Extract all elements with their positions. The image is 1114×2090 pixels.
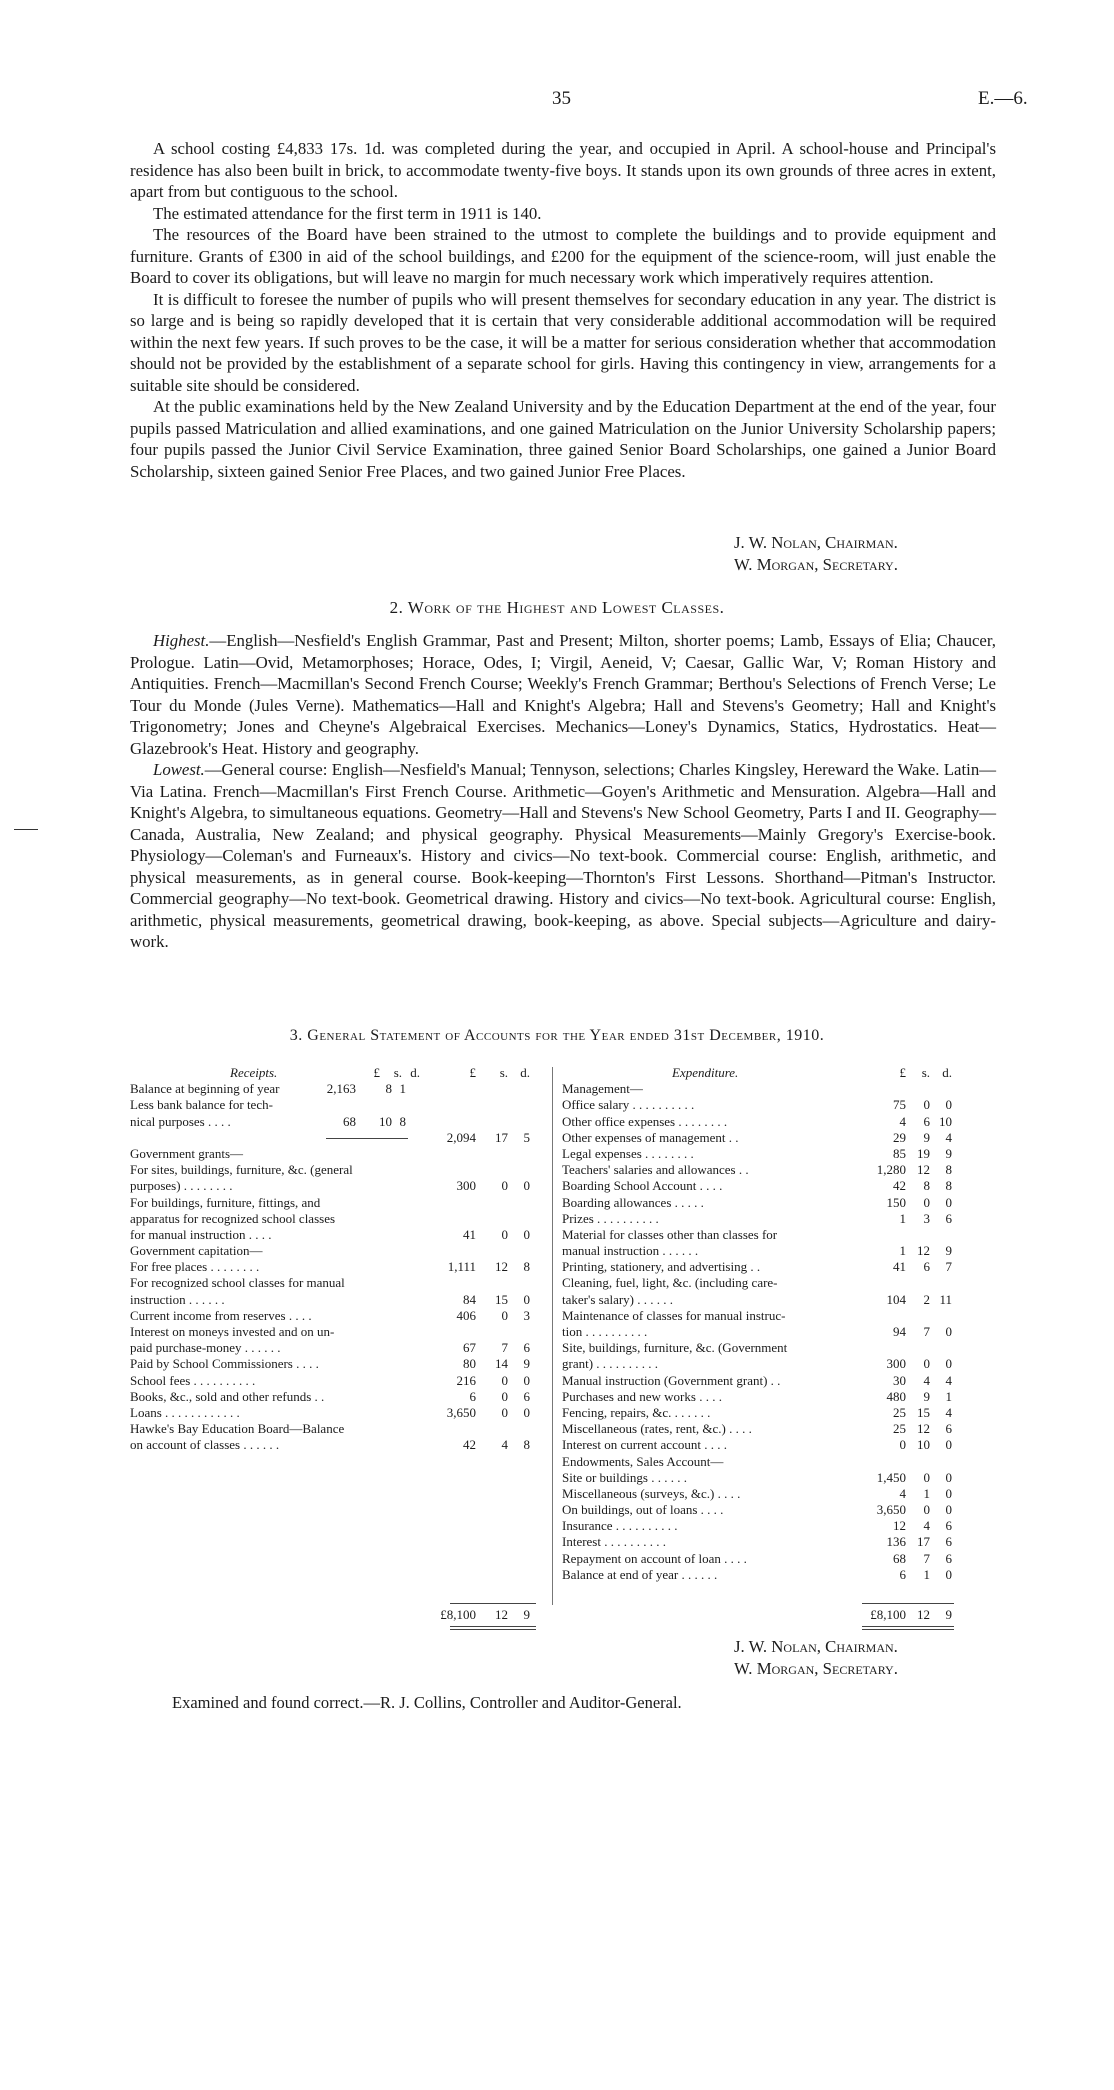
expenditure-row	[562, 1211, 996, 1227]
expenditure-amount: 19	[917, 1145, 930, 1161]
paragraph: The resources of the Board have been strained to the utmost to complete the buildings and to provide equipment and furniture. Grants of £300 in aid of the school buildings, and £200 for the equipment of the science-room, will just enable the Board to cover its obligations, but will leave no margin for much necessary work which imperatively requires attention.	[130, 225, 996, 287]
receipts-amount: 8	[523, 1259, 530, 1275]
col-head: s.	[393, 1065, 402, 1080]
receipts-row	[130, 1308, 550, 1324]
expenditure-amount: 0	[945, 1356, 952, 1372]
auditor-note: Examined and found correct.—R. J. Collins, Controller and Auditor-General.	[172, 1693, 682, 1712]
expenditure-amount: 1	[945, 1388, 952, 1404]
expenditure-amount: 8	[923, 1178, 930, 1194]
receipts-row	[130, 1114, 550, 1130]
total-rule	[450, 1603, 536, 1604]
receipts-amount: 12	[495, 1259, 508, 1275]
receipts-row	[130, 1211, 550, 1227]
expenditure-row	[562, 1454, 996, 1470]
expenditure-row	[562, 1081, 996, 1097]
expenditure-amount: 0	[899, 1437, 906, 1453]
expenditure-row	[562, 1340, 996, 1356]
expenditure-amount: 94	[893, 1324, 906, 1339]
receipts-row	[130, 1356, 550, 1372]
expenditure-row	[562, 1259, 996, 1275]
expenditure-total-row	[562, 1607, 996, 1623]
receipts-amount: 0	[523, 1291, 530, 1307]
expenditure-amount: 0	[945, 1485, 952, 1501]
expenditure-row	[562, 1502, 996, 1518]
expenditure-label: Purchases and new works . . . .	[562, 1388, 722, 1404]
receipts-row	[130, 1324, 550, 1340]
total-pounds: £8,100	[440, 1607, 476, 1622]
expenditure-amount: 4	[945, 1372, 952, 1388]
expenditure-amount: 30	[893, 1372, 906, 1388]
receipts-row	[130, 1097, 550, 1113]
expenditure-amount: 8	[945, 1162, 952, 1178]
expenditure-label: Printing, stationery, and advertising . .	[562, 1259, 761, 1275]
expenditure-amount: 41	[893, 1259, 906, 1275]
expenditure-amount: 0	[945, 1566, 952, 1582]
receipts-sub-amount: 8	[399, 1113, 406, 1129]
receipts-label: Books, &c., sold and other refunds . .	[130, 1388, 325, 1404]
receipts-row	[130, 1292, 550, 1308]
receipts-sub-amount: 1	[399, 1081, 406, 1097]
total-double-rule	[450, 1626, 536, 1627]
expenditure-amount: 3,650	[876, 1502, 906, 1518]
accounts-heading: 3. General Statement of Accounts for the Year ended 31st December, 1910.	[289, 1027, 825, 1044]
expenditure-amount: 0	[923, 1469, 930, 1485]
expenditure-label: Management—	[562, 1081, 643, 1097]
receipts-amount: 0	[523, 1226, 530, 1242]
receipts-amount: 0	[501, 1226, 508, 1242]
expenditure-amount: 1	[899, 1243, 906, 1259]
receipts-row	[130, 1243, 550, 1259]
col-head: £	[373, 1065, 380, 1080]
expenditure-label: Teachers' salaries and allowances . .	[562, 1162, 749, 1178]
receipts-row	[130, 1146, 550, 1162]
expenditure-label: Other office expenses . . . . . . . .	[562, 1113, 728, 1129]
expenditure-row	[562, 1275, 996, 1291]
expenditure-amount: 7	[923, 1324, 930, 1339]
total-double-rule	[862, 1626, 954, 1627]
receipts-label: Paid by School Commissioners . . . .	[130, 1356, 319, 1372]
receipts-label: Interest on moneys invested and on un-	[130, 1324, 335, 1339]
secretary-signature: W. Morgan, Secretary.	[734, 554, 898, 574]
expenditure-amount: 1	[899, 1210, 906, 1226]
expenditure-amount: 480	[886, 1388, 906, 1404]
expenditure-label: On buildings, out of loans . . . .	[562, 1502, 724, 1518]
expenditure-amount: 9	[923, 1388, 930, 1404]
expenditure-label: Repayment on account of loan . . . .	[562, 1550, 747, 1566]
total-pence: 9	[523, 1607, 530, 1622]
receipts-label: Hawke's Bay Education Board—Balance	[130, 1421, 345, 1437]
expenditure-amount: 6	[945, 1534, 952, 1550]
receipts-label: instruction . . . . . .	[130, 1291, 225, 1307]
expenditure-row	[562, 1162, 996, 1178]
highest-text: —English—Nesfield's English Grammar, Past and Present; Milton, shorter poems; Lamb, Essays of Elia; Chaucer, Prologue. Latin—Ovid, Metamorphoses; Horace, Odes, I; Virgil, Aeneid, V; Caesar, Gallic War, V; Roman History and Antiquities. French—Macmillan's Second French Course; Weekly's French Grammar; Berthou's Selections of French Verse; Le Tour du Monde (Jules Verne). Mathematics—Hall and Knight's Algebra; Hall and Stevens's Geometry; Hall and Knight's Trigonometry; Jones and Cheyne's Algebraical Exercises. Mechanics—Loney's Dynamics, Statics, Hydrostatics. Heat—Glazebrook's Heat. History and geography.	[130, 631, 996, 758]
expenditure-label: Manual instruction (Government grant) . .	[562, 1372, 781, 1388]
receipts-amount: 216	[456, 1372, 476, 1388]
receipts-label: For recognized school classes for manual	[130, 1275, 345, 1291]
expenditure-row	[562, 1534, 996, 1550]
expenditure-row	[562, 1437, 996, 1453]
receipts-amount: 8	[523, 1437, 530, 1453]
expenditure-amount: 7	[945, 1259, 952, 1275]
receipts-sub-amount: 68	[343, 1113, 356, 1129]
receipts-label: For sites, buildings, furniture, &c. (general	[130, 1162, 353, 1178]
expenditure-amount: 0	[945, 1469, 952, 1485]
highest-paragraph	[130, 630, 996, 759]
receipts-amount: 0	[501, 1372, 508, 1388]
receipts-amount: 0	[501, 1178, 508, 1194]
receipts-amount: 0	[501, 1404, 508, 1420]
highest-label: Highest.	[153, 631, 210, 650]
lowest-label: Lowest.	[153, 760, 205, 779]
receipts-header: Receipts.	[230, 1065, 278, 1080]
expenditure-label: Insurance . . . . . . . . . .	[562, 1518, 678, 1534]
receipts-amount: 42	[463, 1437, 476, 1453]
expenditure-amount: 104	[886, 1291, 906, 1307]
receipts-amount: 406	[456, 1307, 476, 1323]
expenditure-row	[562, 1292, 996, 1308]
chairman-signature: J. W. Nolan, Chairman.	[734, 1637, 898, 1656]
receipts-row	[130, 1227, 550, 1243]
receipts-row	[130, 1340, 550, 1356]
expenditure-label: Office salary . . . . . . . . . .	[562, 1097, 695, 1113]
page-number: 35	[552, 88, 571, 109]
lowest-text: —General course: English—Nesfield's Manual; Tennyson, selections; Charles Kingsley, Hereward the Wake. Latin—Via Latina. French—Macmillan's First French Course. Arithmetic—Goyen's Arithmetic and Mensuration. Algebra—Hall and Knight's Algebra, to simultaneous equations. Geometry—Hall and Stevens's New School Geometry, Parts I and II. Geography—Canada, Australia, New Zealand; and physical geography. Physical Measurements—Mainly Gregory's Exercise-book. Physiology—Coleman's and Furneaux's. History and civics—No text-book. Commercial course: English, arithmetic, and physical measurements, as in general course. Book-keeping—Thornton's First Lessons. Shorthand—Pitman's Instructor. Commercial geography—No text-book. Geometrical drawing. History and civics—No text-book. Agricultural course: English, arithmetic, physical measurements, geometrical drawing, book-keeping, as above. Special subjects—Agriculture and dairy-work.	[130, 760, 996, 951]
expenditure-label: Balance at end of year . . . . . .	[562, 1566, 718, 1582]
receipts-column	[130, 1065, 550, 1454]
expenditure-amount: 12	[893, 1518, 906, 1534]
expenditure-amount: 6	[923, 1113, 930, 1129]
receipts-row	[130, 1259, 550, 1275]
paragraph: It is difficult to foresee the number of pupils who will present themselves for secondary education in any year. The district is so large and is being so rapidly developed that it is certain that very considerable additional accommodation will be required within the next few years. If such proves to be the case, it will be a matter for serious consideration whether that accommodation should not be provided by the establishment of a separate school for girls. Having this contingency in view, arrangements for a suitable site should be considered.	[130, 289, 996, 395]
expenditure-row	[562, 1405, 996, 1421]
expenditure-amount: 0	[945, 1324, 952, 1339]
receipts-amount: 17	[495, 1129, 508, 1145]
receipts-label: For buildings, furniture, fittings, and	[130, 1194, 321, 1210]
expenditure-amount: 0	[923, 1194, 930, 1210]
expenditure-amount: 6	[945, 1421, 952, 1437]
expenditure-row	[562, 1097, 996, 1113]
expenditure-amount: 9	[945, 1145, 952, 1161]
receipts-label: on account of classes . . . . . .	[130, 1437, 280, 1453]
expenditure-amount: 6	[899, 1566, 906, 1582]
receipts-amount: 6	[523, 1340, 530, 1356]
expenditure-row	[562, 1389, 996, 1405]
receipts-label: purposes) . . . . . . . .	[130, 1178, 233, 1194]
expenditure-amount: 68	[893, 1550, 906, 1566]
expenditure-amount: 25	[893, 1421, 906, 1437]
receipts-amount: 0	[523, 1178, 530, 1194]
receipts-label: Government capitation—	[130, 1243, 263, 1259]
expenditure-row	[562, 1195, 996, 1211]
receipts-amount: 1,111	[447, 1259, 476, 1275]
expenditure-row	[562, 1178, 996, 1194]
expenditure-amount: 7	[923, 1550, 930, 1566]
expenditure-header: Expenditure.	[672, 1065, 739, 1080]
receipts-amount: 0	[523, 1404, 530, 1420]
expenditure-label: Legal expenses . . . . . . . .	[562, 1145, 694, 1161]
expenditure-amount: 12	[917, 1421, 930, 1437]
expenditure-amount: 1	[923, 1566, 930, 1582]
total-pounds: £8,100	[870, 1607, 906, 1622]
receipts-row	[130, 1373, 550, 1389]
expenditure-label: tion . . . . . . . . . .	[562, 1324, 648, 1339]
expenditure-amount: 0	[945, 1437, 952, 1453]
expenditure-amount: 6	[945, 1518, 952, 1534]
col-head: £	[469, 1065, 476, 1080]
expenditure-row	[562, 1373, 996, 1389]
classes-section	[130, 630, 996, 953]
expenditure-label: Interest on current account . . . .	[562, 1437, 727, 1453]
expenditure-amount: 15	[917, 1404, 930, 1420]
receipts-amount: 9	[523, 1356, 530, 1372]
document-reference: E.—6.	[978, 88, 1028, 109]
receipts-row	[130, 1130, 550, 1146]
receipts-amount: 4	[501, 1437, 508, 1453]
expenditure-amount: 6	[945, 1210, 952, 1226]
expenditure-amount: 2	[923, 1291, 930, 1307]
receipts-row	[130, 1178, 550, 1194]
expenditure-amount: 29	[893, 1129, 906, 1145]
expenditure-amount: 136	[886, 1534, 906, 1550]
expenditure-row	[562, 1551, 996, 1567]
expenditure-row	[562, 1486, 996, 1502]
expenditure-amount: 10	[939, 1113, 952, 1129]
receipts-row	[130, 1405, 550, 1421]
expenditure-row	[562, 1518, 996, 1534]
col-head: d.	[520, 1065, 530, 1080]
expenditure-label: manual instruction . . . . . .	[562, 1243, 699, 1259]
receipts-label: School fees . . . . . . . . . .	[130, 1372, 256, 1388]
expenditure-amount: 10	[917, 1437, 930, 1453]
expenditure-label: Other expenses of management . .	[562, 1129, 739, 1145]
lowest-paragraph	[130, 759, 996, 953]
expenditure-label: Miscellaneous (surveys, &c.) . . . .	[562, 1485, 741, 1501]
expenditure-row	[562, 1356, 996, 1372]
receipts-label: for manual instruction . . . .	[130, 1226, 272, 1242]
expenditure-label: Miscellaneous (rates, rent, &c.) . . . .	[562, 1421, 752, 1437]
col-head: d.	[410, 1065, 420, 1080]
total-double-rule	[862, 1629, 954, 1630]
signature-block	[734, 532, 898, 575]
receipts-amount: 14	[495, 1356, 508, 1372]
receipts-label: Current income from reserves . . . .	[130, 1307, 312, 1323]
expenditure-amount: 150	[886, 1194, 906, 1210]
expenditure-label: Site or buildings . . . . . .	[562, 1469, 687, 1485]
expenditure-label: grant) . . . . . . . . . .	[562, 1356, 659, 1372]
margin-mark	[14, 829, 38, 830]
expenditure-label: Interest . . . . . . . . . .	[562, 1534, 666, 1550]
expenditure-amount: 85	[893, 1145, 906, 1161]
receipts-label: nical purposes . . . .	[130, 1113, 231, 1129]
expenditure-amount: 11	[939, 1291, 952, 1307]
accounts-table	[130, 1065, 996, 2090]
receipts-total-row	[130, 1607, 550, 1623]
expenditure-label: Boarding School Account . . . .	[562, 1178, 723, 1194]
page-header	[0, 88, 1114, 118]
expenditure-row	[562, 1227, 996, 1243]
expenditure-row	[562, 1243, 996, 1259]
subtotal-rule	[326, 1138, 408, 1139]
expenditure-column	[562, 1065, 996, 1583]
receipts-amount: 6	[523, 1388, 530, 1404]
intro-section	[130, 138, 996, 482]
receipts-row	[130, 1437, 550, 1453]
total-rule	[862, 1603, 954, 1604]
expenditure-amount: 12	[917, 1243, 930, 1259]
expenditure-row	[562, 1146, 996, 1162]
receipts-sub-amount: 8	[385, 1081, 392, 1097]
receipts-amount: 7	[501, 1340, 508, 1356]
receipts-amount: 84	[463, 1291, 476, 1307]
expenditure-label: taker's salary) . . . . . .	[562, 1291, 674, 1307]
expenditure-label: Boarding allowances . . . . .	[562, 1194, 704, 1210]
expenditure-amount: 1,280	[876, 1162, 906, 1178]
column-divider	[552, 1067, 553, 1605]
total-shillings: 12	[917, 1607, 930, 1622]
receipts-sub-amount: 2,163	[326, 1081, 356, 1097]
expenditure-amount: 0	[923, 1502, 930, 1518]
expenditure-amount: 0	[945, 1097, 952, 1113]
expenditure-row	[562, 1421, 996, 1437]
expenditure-amount: 6	[923, 1259, 930, 1275]
receipts-amount: 3	[523, 1307, 530, 1323]
expenditure-amount: 4	[923, 1372, 930, 1388]
paragraph: A school costing £4,833 17s. 1d. was completed during the year, and occupied in April. A school-house and Principal's residence has also been built in brick, to accommodate twenty-five boys. It stands upon its own grounds of three acres in extent, apart from but contiguous to the school.	[130, 139, 996, 201]
signature-block-2	[734, 1636, 898, 1679]
receipts-row	[130, 1421, 550, 1437]
expenditure-row	[562, 1567, 996, 1583]
expenditure-amount: 0	[923, 1097, 930, 1113]
expenditure-amount: 1	[923, 1485, 930, 1501]
receipts-label: Balance at beginning of year	[130, 1081, 280, 1097]
receipts-sub-amount: 10	[379, 1113, 392, 1129]
expenditure-amount: 0	[923, 1356, 930, 1372]
expenditure-amount: 0	[945, 1502, 952, 1518]
secretary-signature: W. Morgan, Secretary.	[734, 1658, 898, 1678]
expenditure-row	[562, 1324, 996, 1340]
receipts-row	[130, 1275, 550, 1291]
total-double-rule	[450, 1629, 536, 1630]
expenditure-amount: 9	[945, 1243, 952, 1259]
receipts-amount: 15	[495, 1291, 508, 1307]
chairman-signature: J. W. Nolan, Chairman.	[734, 533, 898, 552]
receipts-amount: 6	[469, 1388, 476, 1404]
col-head: £	[899, 1065, 906, 1080]
receipts-amount: 0	[501, 1307, 508, 1323]
section-heading: 2. Work of the Highest and Lowest Classes.	[389, 598, 725, 617]
expenditure-amount: 4	[899, 1485, 906, 1501]
receipts-label: Loans . . . . . . . . . . . .	[130, 1404, 240, 1420]
expenditure-label: Cleaning, fuel, light, &c. (including care-	[562, 1275, 778, 1291]
receipts-label: Government grants—	[130, 1145, 244, 1161]
expenditure-amount: 4	[945, 1129, 952, 1145]
receipts-label: For free places . . . . . . . .	[130, 1259, 260, 1275]
paragraph: At the public examinations held by the New Zealand University and by the Education Department at the end of the year, four pupils passed Matriculation and allied examinations, and one gained Matriculation on the Junior University Scholarship papers; four pupils passed the Junior Civil Service Examination, three gained Senior Board Scholarships, one gained a Junior Board Scholarship, sixteen gained Senior Free Places, and two gained Junior Free Places.	[130, 397, 996, 481]
receipts-amount: 41	[463, 1226, 476, 1242]
expenditure-amount: 25	[893, 1404, 906, 1420]
receipts-amount: 2,094	[446, 1129, 476, 1145]
expenditure-header-row	[562, 1065, 996, 1081]
expenditure-amount: 12	[917, 1162, 930, 1178]
receipts-amount: 300	[456, 1178, 476, 1194]
expenditure-amount: 0	[945, 1194, 952, 1210]
expenditure-amount: 300	[886, 1356, 906, 1372]
total-pence: 9	[945, 1607, 952, 1622]
expenditure-amount: 4	[899, 1113, 906, 1129]
total-shillings: 12	[495, 1607, 508, 1622]
expenditure-label: Material for classes other than classes for	[562, 1226, 778, 1242]
expenditure-label: Fencing, repairs, &c. . . . . . .	[562, 1404, 711, 1420]
expenditure-amount: 9	[923, 1129, 930, 1145]
expenditure-row	[562, 1130, 996, 1146]
receipts-amount: 80	[463, 1356, 476, 1372]
paragraph: The estimated attendance for the first term in 1911 is 140.	[153, 203, 542, 223]
expenditure-amount: 75	[893, 1097, 906, 1113]
expenditure-amount: 1,450	[876, 1469, 906, 1485]
expenditure-amount: 3	[923, 1210, 930, 1226]
receipts-amount: 0	[523, 1372, 530, 1388]
expenditure-row	[562, 1308, 996, 1324]
expenditure-label: Site, buildings, furniture, &c. (Government	[562, 1340, 788, 1356]
receipts-row	[130, 1195, 550, 1211]
receipts-row	[130, 1162, 550, 1178]
expenditure-label: Endowments, Sales Account—	[562, 1453, 724, 1469]
expenditure-row	[562, 1470, 996, 1486]
expenditure-row	[562, 1114, 996, 1130]
receipts-row	[130, 1081, 550, 1097]
receipts-label: Less bank balance for tech-	[130, 1097, 273, 1113]
receipts-label: apparatus for recognized school classes	[130, 1210, 336, 1226]
expenditure-label: Prizes . . . . . . . . . .	[562, 1210, 659, 1226]
receipts-amount: 3,650	[446, 1404, 476, 1420]
receipts-label: paid purchase-money . . . . . .	[130, 1340, 281, 1356]
expenditure-amount: 8	[945, 1178, 952, 1194]
col-head: d.	[942, 1065, 952, 1080]
receipts-row	[130, 1389, 550, 1405]
expenditure-amount: 6	[945, 1550, 952, 1566]
col-head: s.	[921, 1065, 930, 1080]
expenditure-amount: 42	[893, 1178, 906, 1194]
expenditure-label: Maintenance of classes for manual instruc-	[562, 1307, 786, 1323]
expenditure-amount: 4	[945, 1404, 952, 1420]
receipts-amount: 67	[463, 1340, 476, 1356]
col-head: s.	[499, 1065, 508, 1080]
expenditure-amount: 17	[917, 1534, 930, 1550]
expenditure-amount: 4	[923, 1518, 930, 1534]
receipts-header-row	[130, 1065, 550, 1081]
receipts-amount: 5	[523, 1129, 530, 1145]
receipts-amount: 0	[501, 1388, 508, 1404]
